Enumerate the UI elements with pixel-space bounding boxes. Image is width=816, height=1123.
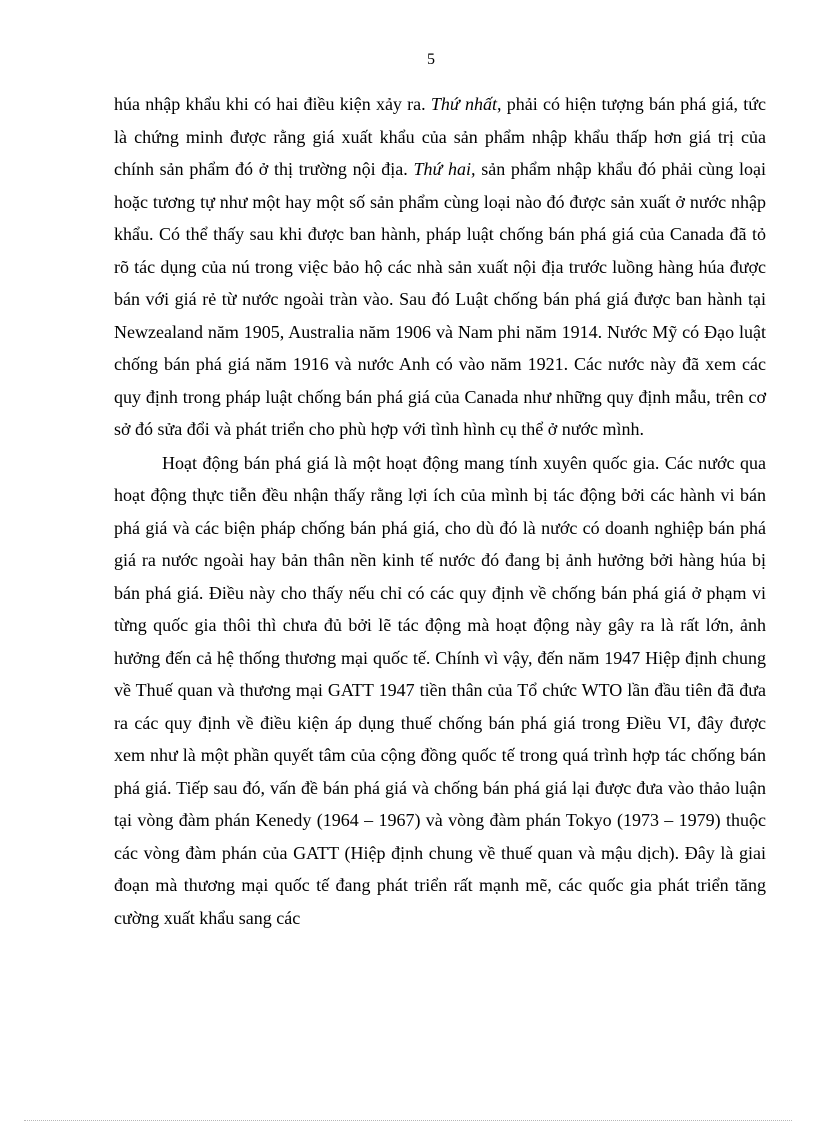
- page-bottom-border: [24, 1120, 792, 1121]
- page-number: 5: [427, 51, 435, 68]
- paragraph-1-text-a: húa nhập khẩu khi có hai điều kiện xảy ra.: [114, 94, 431, 114]
- paragraph-2: Hoạt động bán phá giá là một hoạt động mang tính xuyên quốc gia. Các nước qua hoạt động thực tiễn đều nhận thấy rằng lợi ích của mình bị tác động bởi các hành vi bán phá giá và các biện pháp chống bán phá giá, cho dù đó là nước có doanh nghiệp bán phá giá ra nước ngoài hay bản thân nền kinh tế nước đó đang bị ảnh hưởng bởi hàng húa bị bán phá giá. Điều này cho thấy nếu chỉ có các quy định về chống bán phá giá ở phạm vi từng quốc gia thôi thì chưa đủ bởi lẽ tác động mà hoạt động này gây ra là rất lớn, ảnh hưởng đến cả hệ thống thương mại quốc tế. Chính vì vậy, đến năm 1947 Hiệp định chung về Thuế quan và thương mại GATT 1947 tiền thân của Tổ chức WTO lần đầu tiên đã đưa ra các quy định về điều kiện áp dụng thuế chống bán phá giá trong Điều VI, đây được xem như là một phần quyết tâm của cộng đồng quốc tế trong quá trình hợp tác chống bán phá giá. Tiếp sau đó, vấn đề bán phá giá và chống bán phá giá lại được đưa vào thảo luận tại vòng đàm phán Kenedy (1964 – 1967) và vòng đàm phán Tokyo (1973 – 1979) thuộc các vòng đàm phán của GATT (Hiệp định chung về thuế quan và mậu dịch). Đây là giai đoạn mà thương mại quốc tế đang phát triển rất mạnh mẽ, các quốc gia phát triển tăng cường xuất khẩu sang các: [114, 452, 766, 928]
- paragraph-1-text-b: , phải có hiện tượng bán phá giá, tức là chứng minh được rằng giá xuất khẩu của sản phẩm nhập khẩu thấp hơn giá trị của chính sản phẩm đó ở thị trường nội địa.: [114, 94, 766, 179]
- paragraph-1: [114, 88, 766, 446]
- paragraph-1-italic-second: Thứ hai,: [413, 159, 476, 179]
- paragraph-1-italic-first: Thứ nhất: [430, 94, 498, 114]
- paragraph-1-text-c: sản phẩm nhập khẩu đó phải cùng loại hoặc tương tự như một hay một số sản phẩm cùng loại nào đó được sản xuất ở nước nhập khẩu. Có thể thấy sau khi được ban hành, pháp luật chống bán phá giá của Canada đã tỏ rõ tác dụng của nú trong việc bảo hộ các nhà sản xuất nội địa trước luồng hàng húa được bán với giá rẻ từ nước ngoài tràn vào. Sau đó Luật chống bán phá giá được ban hành tại Newzealand năm 1905, Australia năm 1906 và Nam phi năm 1914. Nước Mỹ có Đạo luật chống bán phá giá năm 1916 và nước Anh có vào năm 1921. Các nước này đã xem các quy định trong pháp luật chống bán phá giá của Canada như những quy định mẫu, trên cơ sở đó sửa đổi và phát triển cho phù hợp với tình hình cụ thể ở nước mình.: [114, 159, 766, 439]
- document-body: [114, 88, 766, 934]
